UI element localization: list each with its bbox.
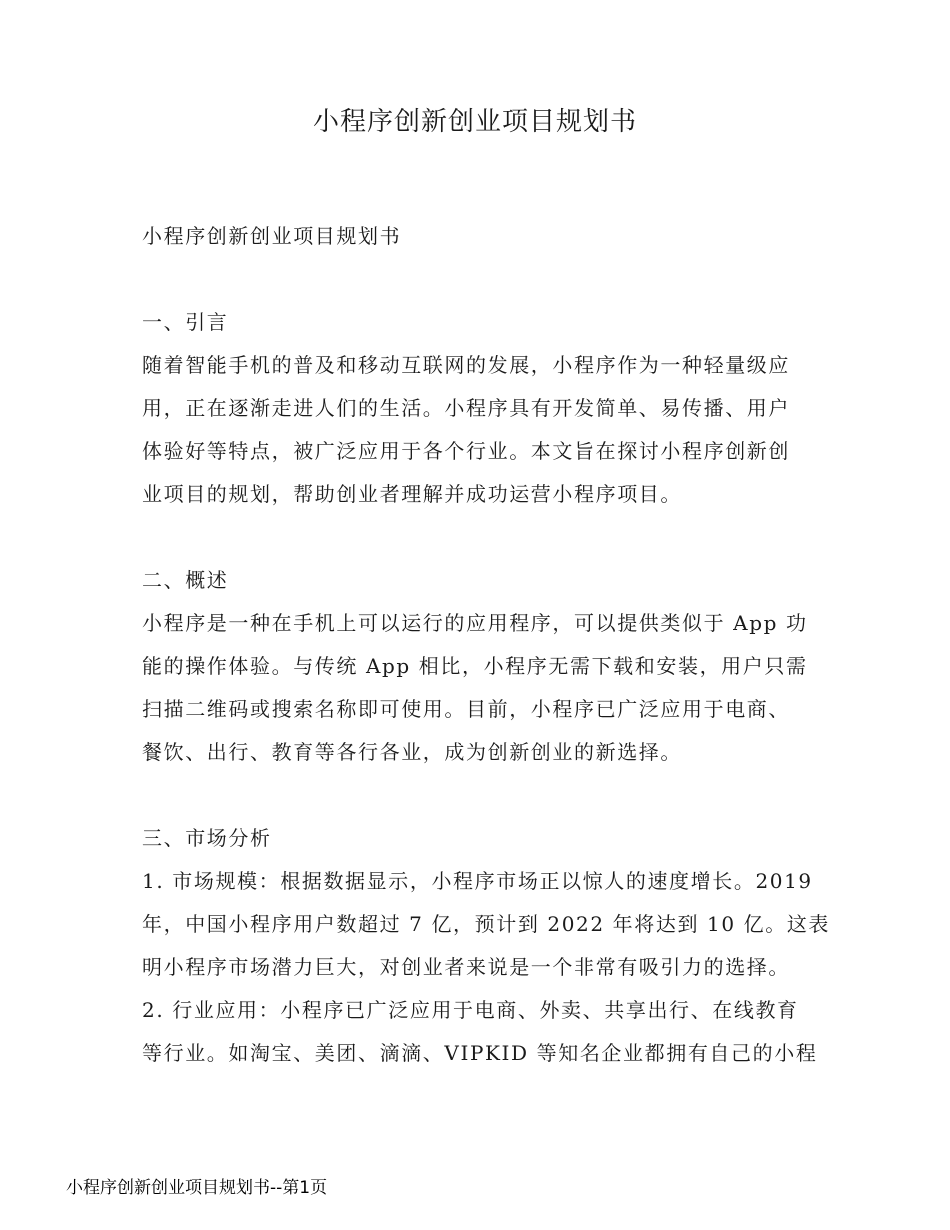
paragraph-line: 1. 市场规模：根据数据显示，小程序市场正以惊人的速度增长。2019 [142, 869, 813, 893]
paragraph-line: 体验好等特点，被广泛应用于各个行业。本文旨在探讨小程序创新创 [142, 439, 790, 463]
paragraph-line: 餐饮、出行、教育等各行各业，成为创新创业的新选择。 [142, 740, 682, 764]
document-subtitle: 小程序创新创业项目规划书 [142, 224, 402, 248]
paragraph-line: 业项目的规划，帮助创业者理解并成功运营小程序项目。 [142, 482, 682, 506]
paragraph-line: 明小程序市场潜力巨大，对创业者来说是一个非常有吸引力的选择。 [142, 955, 790, 979]
paragraph-line: 能的操作体验。与传统 App 相比，小程序无需下载和安装，用户只需 [142, 654, 808, 678]
paragraph-line: 2. 行业应用：小程序已广泛应用于电商、外卖、共享出行、在线教育 [142, 998, 799, 1022]
paragraph-line: 年，中国小程序用户数超过 7 亿，预计到 2022 年将达到 10 亿。这表 [142, 912, 831, 936]
paragraph-line: 用，正在逐渐走进人们的生活。小程序具有开发简单、易传播、用户 [142, 396, 790, 420]
section-heading: 一、引言 [142, 310, 229, 334]
paragraph-line: 随着智能手机的普及和移动互联网的发展，小程序作为一种轻量级应 [142, 353, 790, 377]
document-title: 小程序创新创业项目规划书 [312, 107, 637, 137]
section-heading: 三、市场分析 [142, 826, 272, 850]
page-footer: 小程序创新创业项目规划书--第1页 [66, 1178, 328, 1198]
paragraph-line: 等行业。如淘宝、美团、滴滴、VIPKID 等知名企业都拥有自己的小程 [142, 1041, 818, 1065]
paragraph-line: 小程序是一种在手机上可以运行的应用程序，可以提供类似于 App 功 [142, 611, 808, 635]
paragraph-line: 扫描二维码或搜索名称即可使用。目前，小程序已广泛应用于电商、 [142, 697, 790, 721]
section-heading: 二、概述 [142, 568, 229, 592]
